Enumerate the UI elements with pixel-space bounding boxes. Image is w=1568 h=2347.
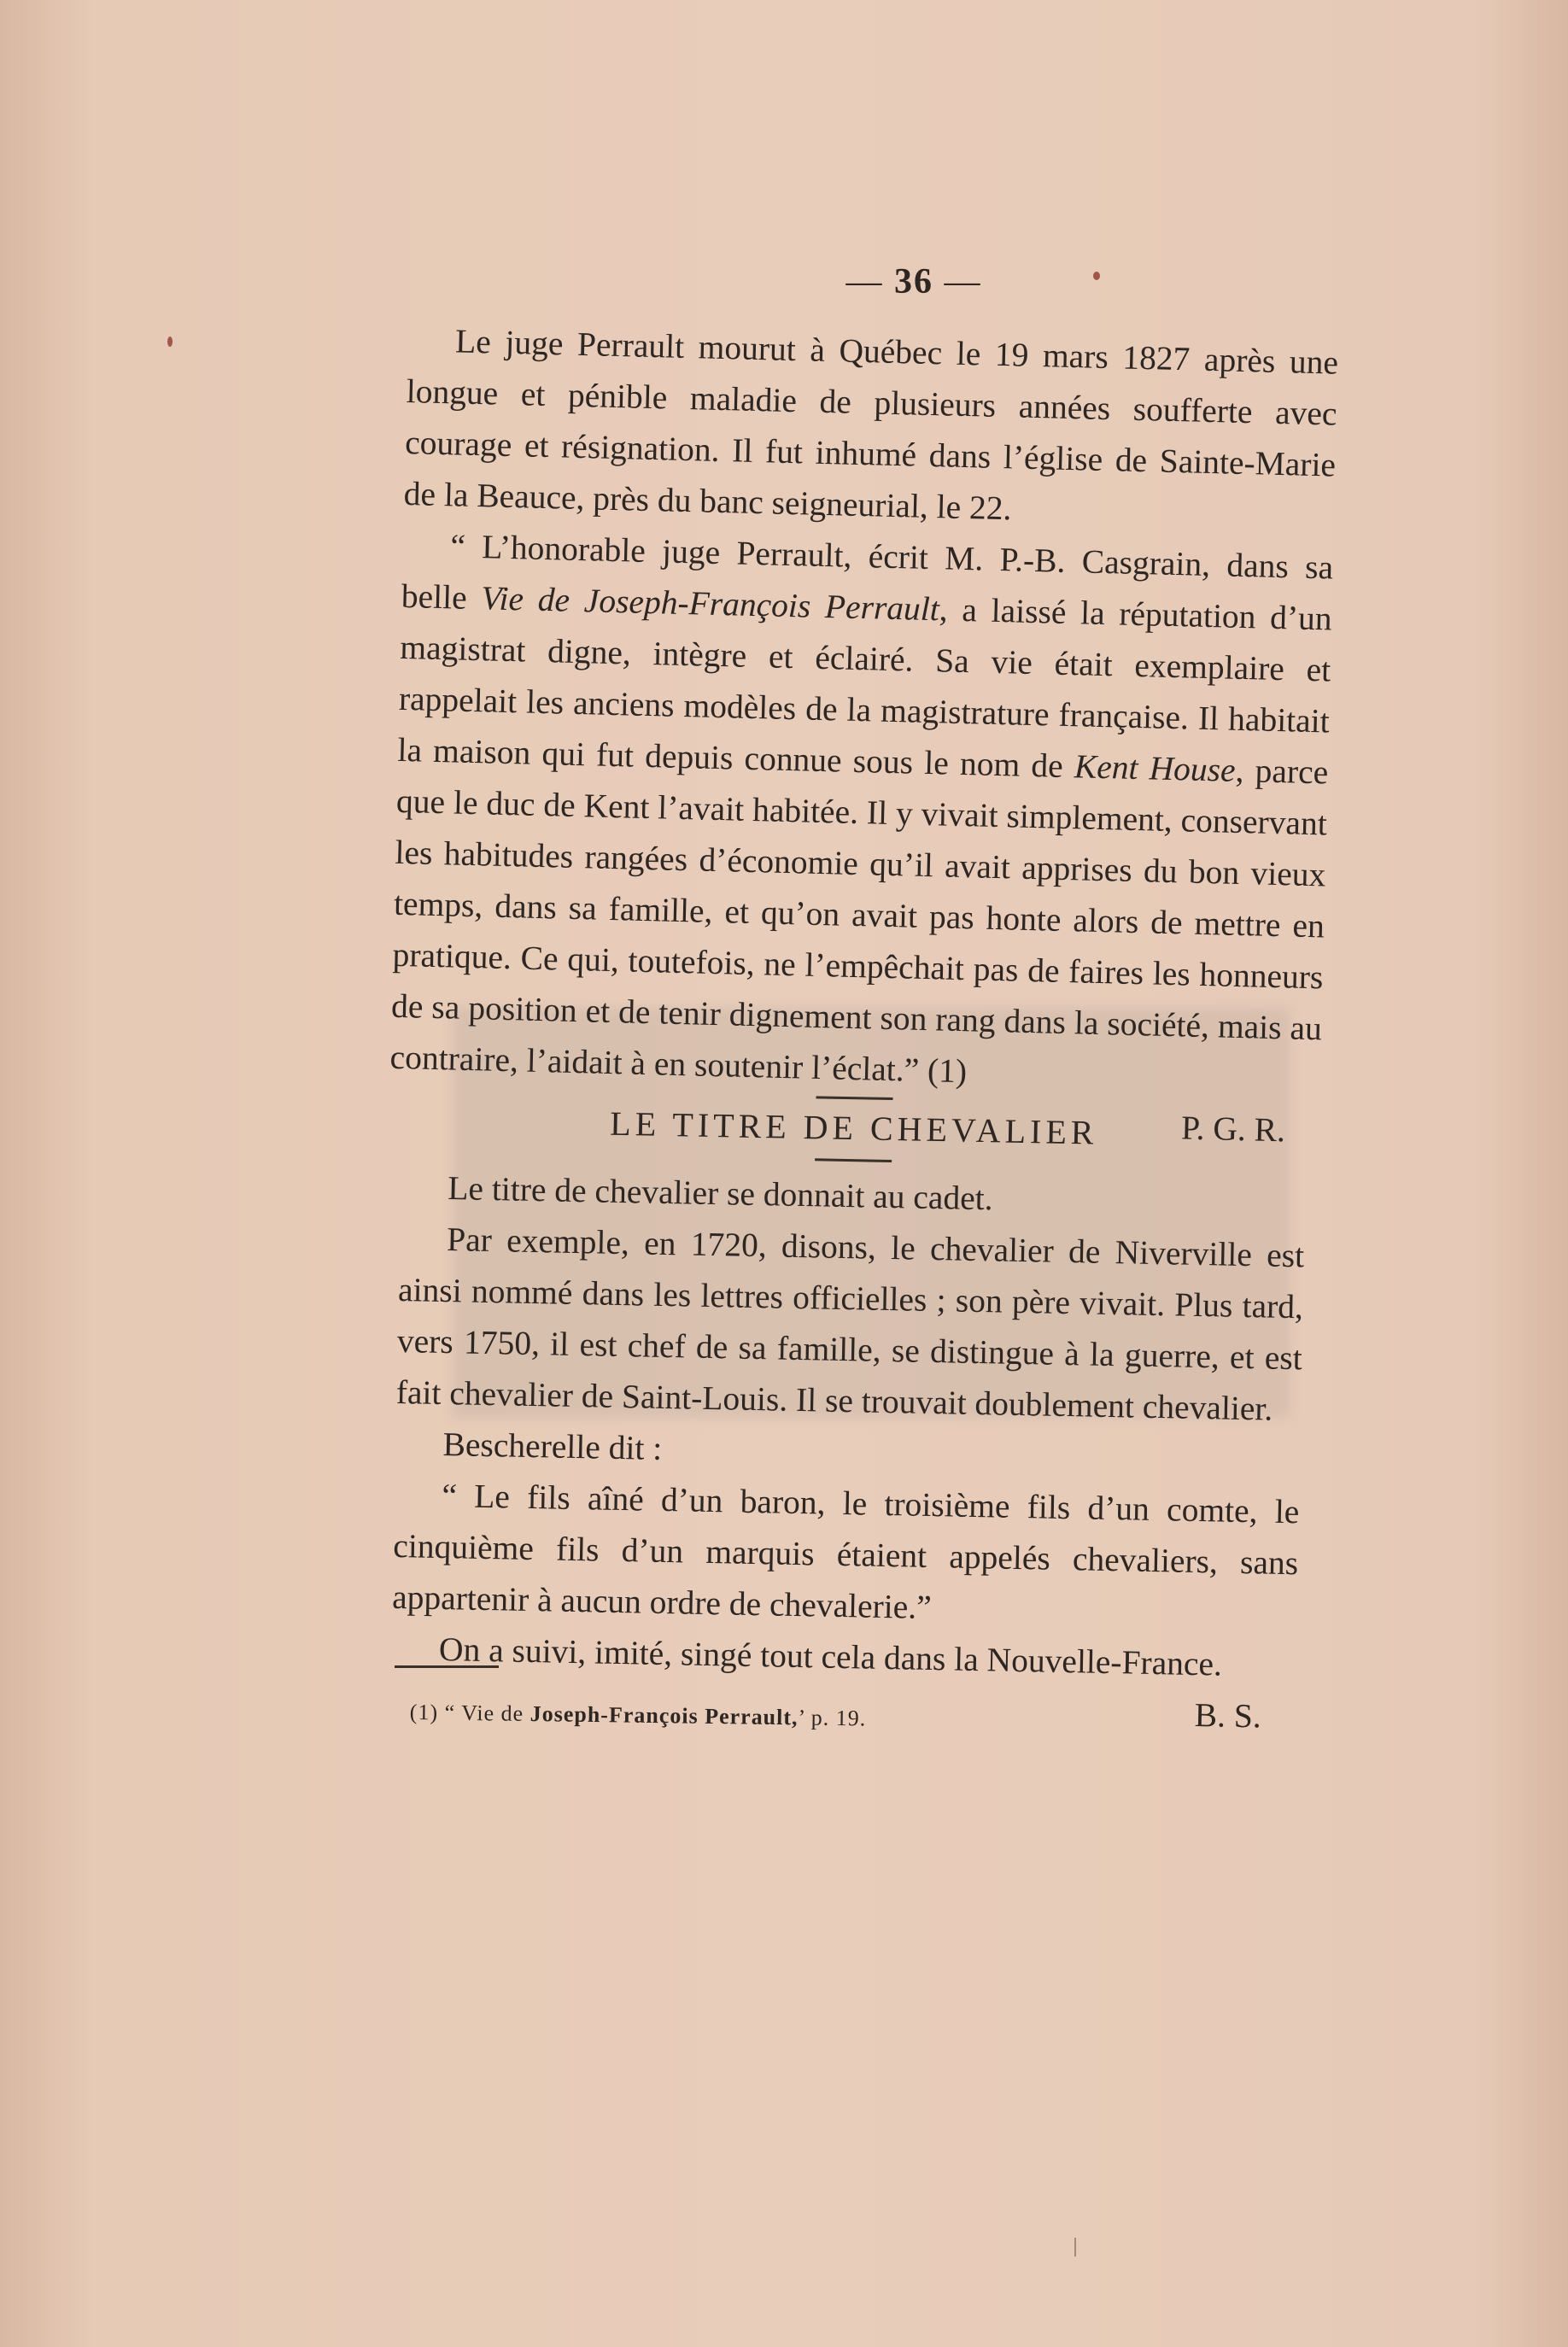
chevalier-section — [389, 1103, 1306, 1742]
perrault-section — [389, 314, 1339, 1156]
section-title: LE TITRE DE CHEVALIER — [609, 1103, 1098, 1152]
quote-text: “ L’honorable juge Perrault, écrit M. P.-B. Casgrain, dans sa belle — [401, 527, 1334, 617]
paragraph: “ Le fils aîné d’un baron, le troisième fils d’un comte, le cinquième fils d’un marquis étaient appelés chevaliers, sans appartenir à aucun ordre de chevalerie.” — [391, 1476, 1300, 1627]
paragraph: Bescherelle dit : — [442, 1425, 663, 1467]
footnote-name: Joseph-François Perrault, — [529, 1700, 799, 1730]
paragraph: Par exemple, en 1720, disons, le chevalier de Niverville est ainsi nommé dans les lettres officielles ; son père vivait. Plus tard, vers 1750, il est chef de sa famille, se distingue à la guerre, et est fait chevalier de Saint-Louis. Il se trouvait doublement chevalier. — [395, 1220, 1305, 1428]
paragraph: Le titre de chevalier se donnait au cadet. — [447, 1169, 994, 1218]
footnote-marker: (1) — [409, 1700, 439, 1725]
ink-speck — [167, 337, 173, 347]
footnote-tail: ’ p. 19. — [798, 1705, 867, 1731]
quote-text: , a laissé la réputation d’un magistrat digne, intègre et éclairé. Sa vie était exemplaire et rappelait les anciens modèles de la magistrature française. Il habitait la maison qui fut depuis connue sous le nom de — [397, 590, 1333, 786]
quote-text: , parce que le duc de Kent l’avait habitée. Il y vivait simplement, conservant les habitudes rangées d’économie qu’il avait apprises du bon vieux temps, dans sa famille, et qu’on avait pas honte alors de mettre en pratique. Ce qui, toutefois, ne l’empêchait pas de faires les honneurs de sa position et de tenir dignement son rang dans la société, mais au contraire, l’aidait à en soutenir l’éclat.” (1) — [389, 751, 1329, 1091]
scan-mark — [1074, 2238, 1076, 2256]
page-number: — 36 — — [845, 262, 982, 301]
book-title: Vie de Joseph-François Perrault — [480, 579, 940, 629]
footnote-divider — [395, 1665, 499, 1668]
signature: B. S. — [1194, 1695, 1262, 1735]
page-number-value: 36 — [894, 262, 933, 301]
paragraph: On a suivi, imité, singé tout cela dans la Nouvelle-France. — [438, 1630, 1223, 1683]
paragraph: Le juge Perrault mourut à Québec le 19 mars 1827 après une longue et pénible maladie de plusieurs années soufferte avec courage et résignation. Il fut inhumé dans l’église de Sainte-Marie de la Beauce, près du banc seigneurial, le 22. — [403, 322, 1339, 528]
paragraph-quote — [389, 519, 1334, 1105]
house-name: Kent House — [1074, 747, 1237, 789]
ink-speck — [1093, 272, 1100, 280]
signature: P. G. R. — [1180, 1109, 1286, 1150]
divider — [815, 1158, 892, 1162]
footnote-quote: “ Vie de — [444, 1700, 530, 1726]
